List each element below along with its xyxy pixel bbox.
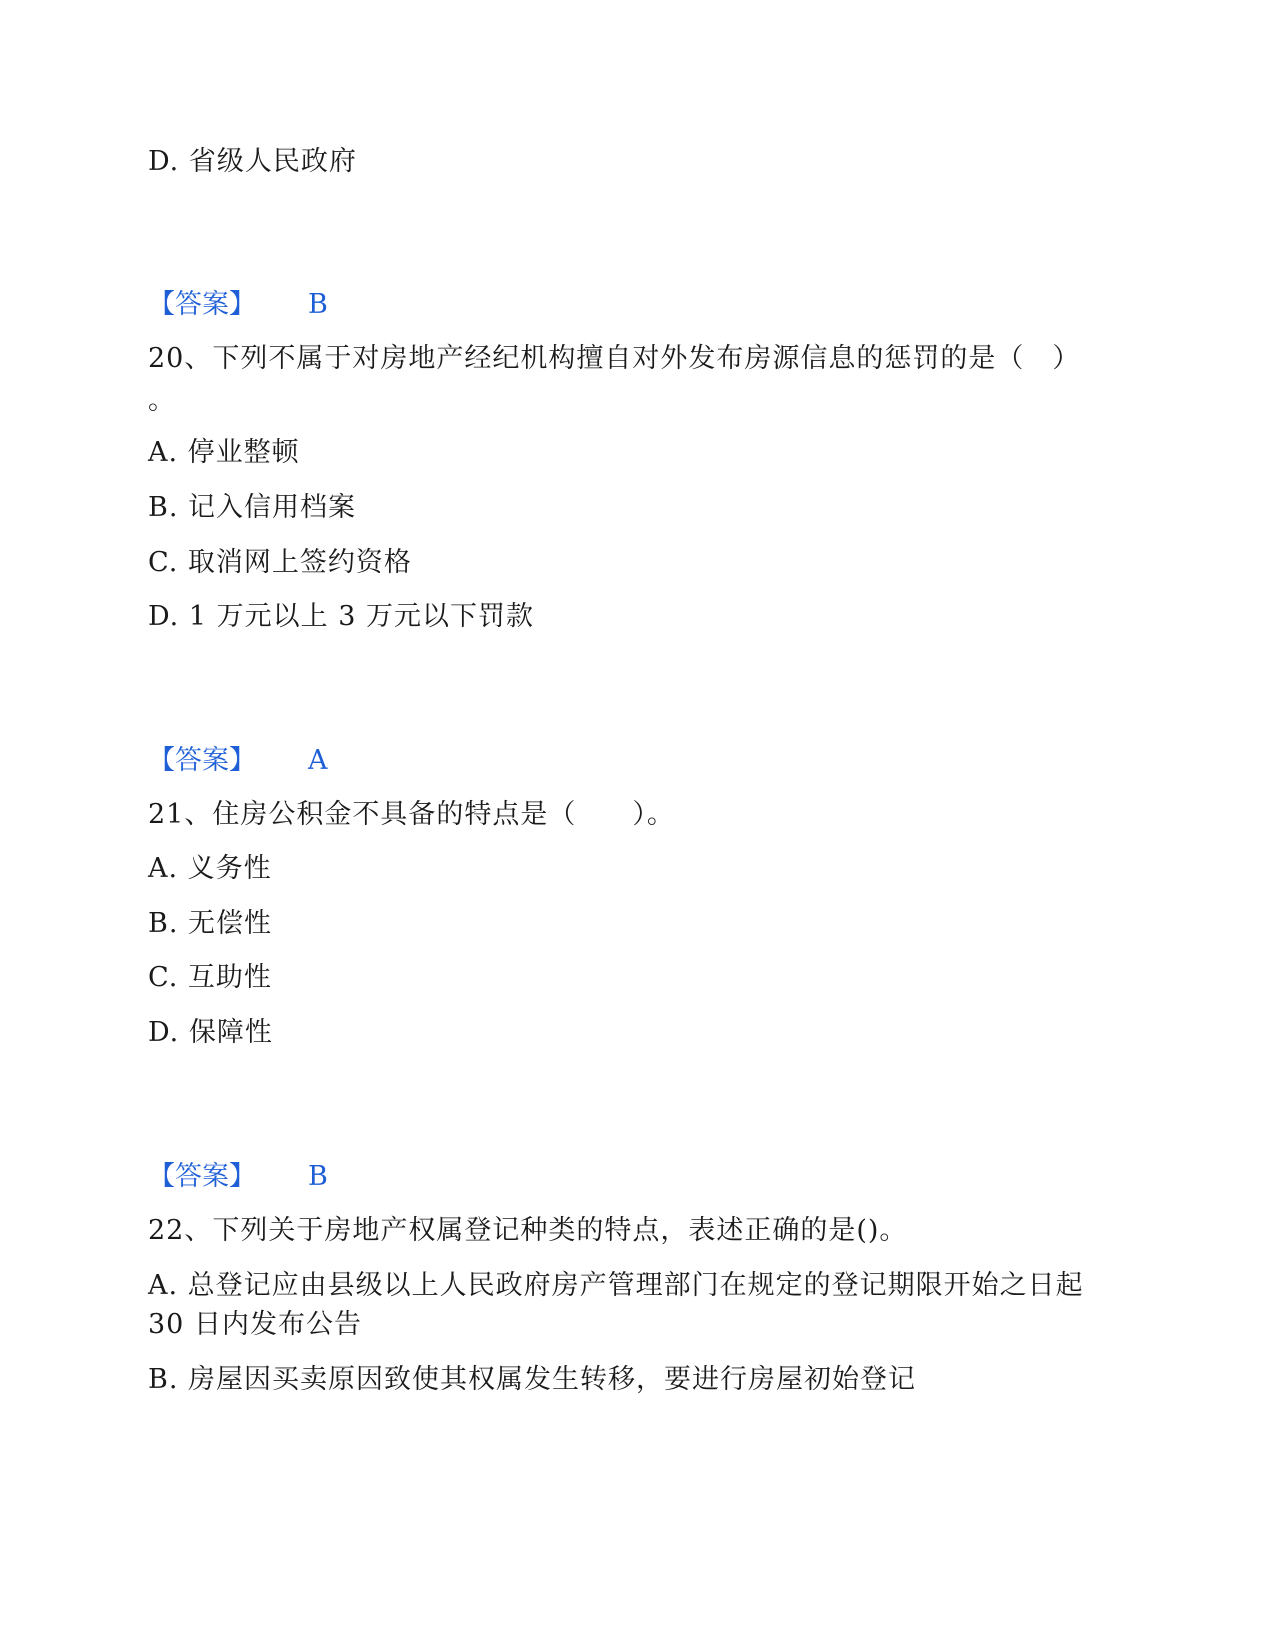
answer-value: B: [308, 289, 328, 320]
q20-option-a: A. 停业整顿: [148, 437, 300, 468]
q21-stem: 21、住房公积金不具备的特点是（ ）。: [148, 799, 675, 830]
q20-option-b: B. 记入信用档案: [148, 492, 357, 523]
q20-option-d: D. 1 万元以上 3 万元以下罚款: [148, 601, 534, 632]
q19-option-d: D. 省级人民政府: [148, 146, 357, 177]
q22-option-a-line2: 30 日内发布公告: [148, 1309, 362, 1340]
q21-option-a: A. 义务性: [148, 853, 272, 884]
q20-stem-line2: 。: [148, 385, 176, 416]
answer-label: 【答案】: [148, 289, 256, 320]
q22-stem: 22、下列关于房地产权属登记种类的特点，表述正确的是()。: [148, 1215, 908, 1246]
answer-label: 【答案】: [148, 745, 256, 776]
q20-option-c: C. 取消网上签约资格: [148, 547, 412, 578]
q21-answer: [148, 1160, 328, 1194]
answer-value: A: [308, 745, 328, 776]
q21-option-c: C. 互助性: [148, 962, 272, 993]
q21-option-d: D. 保障性: [148, 1017, 273, 1048]
q21-option-b: B. 无偿性: [148, 908, 273, 939]
q22-option-a-line1: A. 总登记应由县级以上人民政府房产管理部门在规定的登记期限开始之日起: [148, 1270, 1084, 1301]
q20-answer: [148, 744, 328, 778]
q20-stem-line1: 20、下列不属于对房地产经纪机构擅自对外发布房源信息的惩罚的是（ ）: [148, 343, 1081, 374]
answer-label: 【答案】: [148, 1161, 256, 1192]
answer-value: B: [308, 1161, 328, 1192]
q19-answer: [148, 288, 328, 322]
q22-option-b: B. 房屋因买卖原因致使其权属发生转移，要进行房屋初始登记: [148, 1364, 917, 1395]
